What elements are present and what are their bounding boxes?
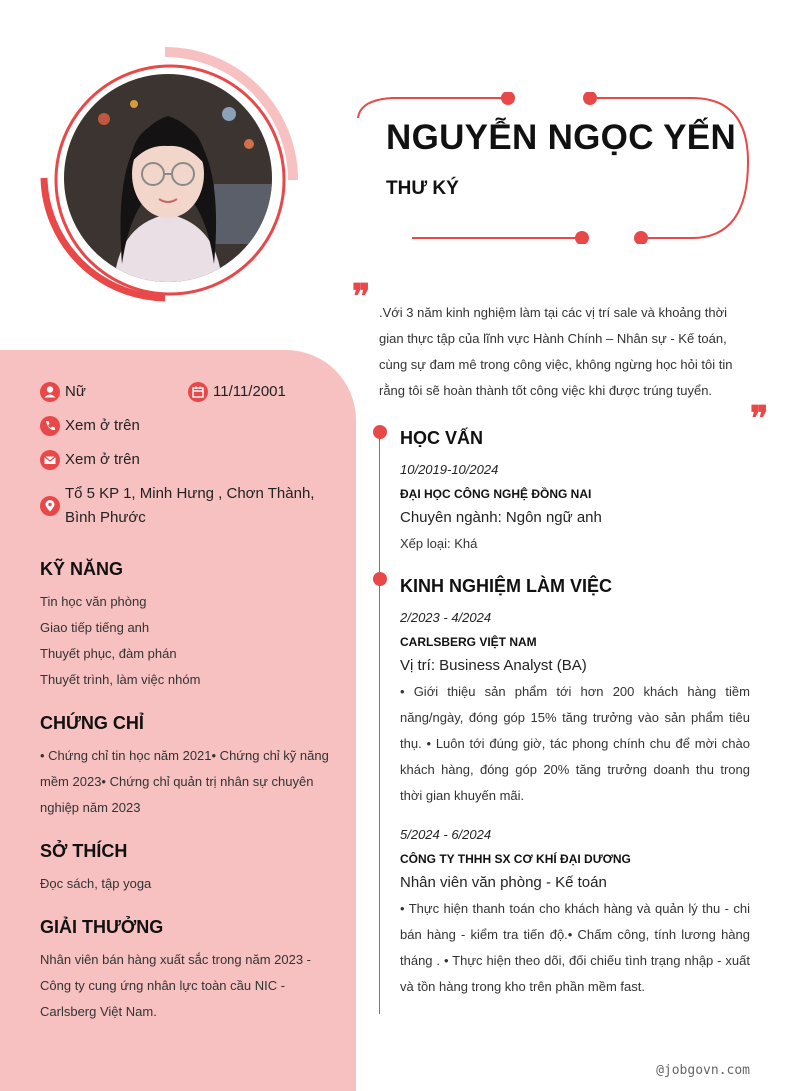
hobbies-text: Đọc sách, tập yoga <box>40 876 152 891</box>
candidate-name: NGUYỄN NGỌC YẾN <box>386 118 737 157</box>
timeline-dot <box>373 425 387 439</box>
job-date: 2/2023 - 4/2024 <box>400 610 492 625</box>
avatar <box>64 74 272 282</box>
name-frame <box>352 92 752 244</box>
name-header <box>352 92 752 244</box>
email-text: Xem ở trên <box>65 451 140 468</box>
phone-icon <box>40 416 60 436</box>
experience-heading: KINH NGHIỆM LÀM VIỆC <box>400 576 613 596</box>
education-major: Chuyên ngành: Ngôn ngữ anh <box>400 509 602 526</box>
job-date: 5/2024 - 6/2024 <box>400 827 492 842</box>
address-text: Tổ 5 KP 1, Minh Hưng , Chơn Thành, Bình Phước <box>65 485 315 526</box>
phone-text: Xem ở trên <box>65 417 140 434</box>
calendar-icon <box>188 382 208 402</box>
job-position: Nhân viên văn phòng - Kế toán <box>400 874 607 891</box>
certificates-heading: CHỨNG CHỈ <box>40 713 144 733</box>
skill-item: Thuyết trình, làm việc nhóm <box>40 672 201 687</box>
skill-item: Giao tiếp tiếng anh <box>40 620 150 635</box>
job-position: Vị trí: Business Analyst (BA) <box>400 657 587 674</box>
timeline-dot <box>373 572 387 586</box>
skill-item: Tin học văn phòng <box>40 594 147 609</box>
summary-text: .Với 3 năm kinh nghiệm làm tại các vị trí sale và khoảng thời gian thực tập của lĩnh vực Hành Chính – Nhân sự - Kế toán, cùng sự đam mê trong công việc, không ngừng học hỏi tôi tin rằng tôi sẽ hoàn thành tốt công việc khi được trúng tuyển. <box>379 305 733 398</box>
skill-item: Thuyết phục, đàm phán <box>40 646 177 661</box>
education-grade: Xếp loại: Khá <box>400 536 478 551</box>
birthday-text: 11/11/2001 <box>213 383 286 400</box>
awards-text: Nhân viên bán hàng xuất sắc trong năm 2023 - Công ty cung ứng nhân lực toàn cầu NIC - Carlsberg Việt Nam. <box>40 952 312 1019</box>
job-description: • Giới thiệu sản phẩm tới hơn 200 khách hàng tiềm năng/ngày, đóng góp 15% tăng trưởng vào sản phẩm tiêu thụ. • Luôn tới đúng giờ, tác phong chính chu để mời chào khách hàng, đóng góp 20% tăng trưởng doanh thu trong thời gian khuyến mãi. <box>400 684 750 803</box>
quote-open-icon: ❞ <box>352 277 371 317</box>
job-company: CÔNG TY THHH SX CƠ KHÍ ĐẠI DƯƠNG <box>400 852 631 866</box>
timeline-line <box>379 432 380 1014</box>
education-date: 10/2019-10/2024 <box>400 462 499 477</box>
certificates-text: • Chứng chỉ tin học năm 2021• Chứng chỉ kỹ năng mềm 2023• Chứng chỉ quản trị nhân sự chuyên nghiệp năm 2023 <box>40 748 329 815</box>
mail-icon <box>40 450 60 470</box>
education-heading: HỌC VẤN <box>400 428 484 448</box>
education-school: ĐẠI HỌC CÔNG NGHỆ ĐỒNG NAI <box>400 487 592 501</box>
job-title: THƯ KÝ <box>386 178 459 199</box>
job-company: CARLSBERG VIỆT NAM <box>400 635 537 649</box>
gender-text: Nữ <box>65 383 86 400</box>
quote-close-icon: ❞ <box>750 399 769 439</box>
watermark: @jobgovn.com <box>656 1063 750 1078</box>
hobbies-heading: SỞ THÍCH <box>40 841 128 861</box>
job-description: • Thực hiện thanh toán cho khách hàng và quản lý thu - chi bán hàng - kiểm tra tiến độ.• Chấm công, tính lương hàng tháng . • Thực hiện theo dõi, đối chiếu tình trạng nhập - xuất và tồn hàng trong kho trên phần mềm fast. <box>400 901 750 994</box>
skills-heading: KỸ NĂNG <box>40 559 124 579</box>
location-icon <box>40 496 60 516</box>
avatar-frame <box>30 40 300 310</box>
awards-heading: GIẢI THƯỞNG <box>40 917 164 937</box>
user-icon <box>40 382 60 402</box>
